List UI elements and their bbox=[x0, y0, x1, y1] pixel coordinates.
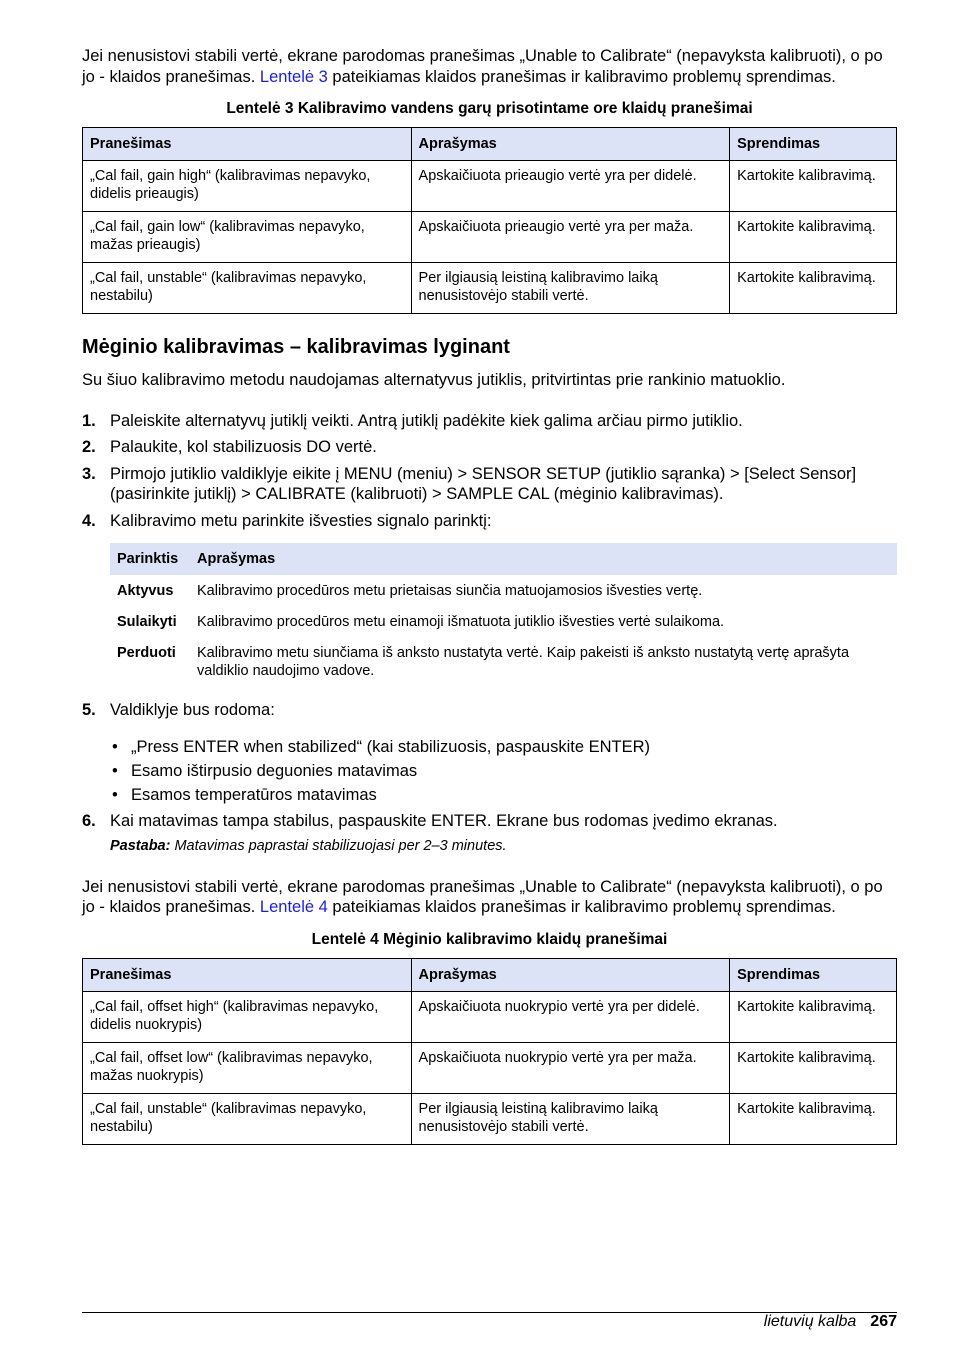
bullet-glyph: • bbox=[112, 761, 118, 780]
option-key: Aktyvus bbox=[117, 583, 174, 599]
bullet-list bbox=[82, 735, 897, 807]
intro-text: Jei nenusistovi stabili vertė, ekrane parodomas pranešimas „Unable to Calibrate“ (nepavyksta kalibruoti), o po jo - klaidos pranešimas. bbox=[82, 877, 883, 916]
table-row bbox=[83, 1093, 897, 1144]
bullet-text: Esamo ištirpusio deguonies matavimas bbox=[131, 761, 418, 780]
note-text: Matavimas paprastai stabilizuojasi per 2–3 minutes. bbox=[170, 838, 507, 854]
table-cell: Apskaičiuota nuokrypio vertė yra per maža. bbox=[411, 1042, 730, 1093]
step-text: Kalibravimo metu parinkite išvesties signalo parinktį: bbox=[110, 511, 492, 530]
column-header: Sprendimas bbox=[730, 958, 897, 991]
table-row bbox=[83, 991, 897, 1042]
column-header: Parinktis bbox=[110, 543, 190, 575]
table-cell: „Cal fail, offset high“ (kalibravimas nepavyko, didelis nuokrypis) bbox=[83, 991, 412, 1042]
note bbox=[110, 836, 897, 857]
table3-caption: Lentelė 3 Kalibravimo vandens garų prisotintame ore klaidų pranešimai bbox=[226, 100, 753, 117]
table-cell: Apskaičiuota nuokrypio vertė yra per didelė. bbox=[411, 991, 730, 1042]
table3 bbox=[82, 127, 897, 314]
section-heading: Mėginio kalibravimas – kalibravimas lyginant bbox=[82, 336, 510, 358]
options-row bbox=[110, 575, 897, 606]
step-number: 1. bbox=[82, 411, 96, 430]
table-cell: „Cal fail, gain low“ (kalibravimas nepavyko, mažas prieaugis) bbox=[83, 212, 412, 263]
step-item bbox=[82, 811, 897, 857]
option-key: Perduoti bbox=[117, 645, 176, 661]
steps-list bbox=[82, 411, 897, 721]
table-cell: Kartokite kalibravimą. bbox=[730, 991, 897, 1042]
table-cell: Per ilgiausią leistiną kalibravimo laiką nenusistovėjo stabili vertė. bbox=[411, 1093, 730, 1144]
table-row bbox=[83, 1042, 897, 1093]
option-desc: Kalibravimo procedūros metu einamoji išmatuota jutiklio išvesties vertė sulaikoma. bbox=[197, 614, 725, 630]
table-cell: Kartokite kalibravimą. bbox=[730, 1042, 897, 1093]
step-item bbox=[82, 700, 897, 721]
step-item bbox=[82, 464, 897, 505]
step-number: 6. bbox=[82, 811, 96, 830]
table-cell: Kartokite kalibravimą. bbox=[730, 263, 897, 314]
table4 bbox=[82, 958, 897, 1145]
page-footer bbox=[764, 1312, 897, 1331]
table-cell: Per ilgiausią leistiną kalibravimo laiką nenusistovėjo stabili vertė. bbox=[411, 263, 730, 314]
column-header: Pranešimas bbox=[83, 958, 412, 991]
bullet-item bbox=[82, 759, 897, 783]
document-page bbox=[82, 46, 897, 1145]
table-cell: „Cal fail, unstable“ (kalibravimas nepavyko, nestabilu) bbox=[83, 263, 412, 314]
section-intro: Su šiuo kalibravimo metodu naudojamas alternatyvus jutiklis, pritvirtintas prie rankinio matuoklio. bbox=[82, 371, 786, 389]
intro-text: Jei nenusistovi stabili vertė, ekrane parodomas pranešimas „Unable to Calibrate“ (nepavyksta kalibruoti), o po jo - klaidos pranešimas. bbox=[82, 47, 883, 86]
table4-caption: Lentelė 4 Mėginio kalibravimo klaidų pranešimai bbox=[311, 930, 668, 948]
table-cell: Kartokite kalibravimą. bbox=[730, 212, 897, 263]
options-header-row bbox=[110, 543, 897, 575]
table4-link[interactable]: Lentelė 4 bbox=[259, 898, 328, 916]
step-number: 5. bbox=[82, 701, 96, 719]
step-number: 3. bbox=[82, 464, 96, 483]
step-number: 2. bbox=[82, 438, 96, 456]
options-row bbox=[110, 637, 897, 686]
steps-list-continued bbox=[82, 811, 897, 857]
page-number: 267 bbox=[870, 1313, 897, 1330]
intro-paragraph-2 bbox=[82, 877, 897, 918]
step-text: Pirmojo jutiklio valdiklyje eikite į MENU (meniu) > SENSOR SETUP (jutiklio sąranka) > [Select Sensor] (pasirinkite jutiklį) > CALIBRATE (kalibruoti) > SAMPLE CAL (mėginio kalibravimas). bbox=[110, 464, 857, 503]
options-table bbox=[110, 543, 897, 686]
option-key: Sulaikyti bbox=[117, 614, 177, 630]
table-row bbox=[83, 161, 897, 212]
table3-link[interactable]: Lentelė 3 bbox=[259, 67, 328, 86]
table-row bbox=[83, 263, 897, 314]
table-cell: Kartokite kalibravimą. bbox=[730, 1093, 897, 1144]
intro-text-end: pateikiamas klaidos pranešimas ir kalibravimo problemų sprendimas. bbox=[327, 67, 836, 86]
note-label: Pastaba: bbox=[110, 838, 171, 854]
step-item bbox=[82, 511, 897, 687]
column-header: Sprendimas bbox=[730, 128, 897, 161]
option-desc: Kalibravimo metu siunčiama iš anksto nustatyta vertė. Kaip pakeisti iš anksto nustatytą vertę aprašyta valdiklio naudojimo vadove. bbox=[197, 645, 850, 679]
table-cell: Apskaičiuota prieaugio vertė yra per didelė. bbox=[411, 161, 730, 212]
bullet-glyph: • bbox=[112, 785, 118, 804]
column-header: Pranešimas bbox=[83, 128, 412, 161]
step-item bbox=[82, 411, 897, 432]
table-cell: Kartokite kalibravimą. bbox=[730, 161, 897, 212]
bullet-glyph: • bbox=[112, 737, 118, 756]
bullet-item bbox=[82, 783, 897, 807]
table-cell: „Cal fail, offset low“ (kalibravimas nepavyko, mažas nuokrypis) bbox=[83, 1042, 412, 1093]
bullet-text: „Press ENTER when stabilized“ (kai stabilizuosis, paspauskite ENTER) bbox=[131, 737, 651, 756]
table-row bbox=[83, 212, 897, 263]
column-header: Aprašymas bbox=[190, 543, 897, 575]
table-header-row bbox=[83, 958, 897, 991]
table-header-row bbox=[83, 128, 897, 161]
table-cell: „Cal fail, gain high“ (kalibravimas nepavyko, didelis prieaugis) bbox=[83, 161, 412, 212]
step-number: 4. bbox=[82, 511, 96, 530]
option-desc: Kalibravimo procedūros metu prietaisas siunčia matuojamosios išvesties vertę. bbox=[197, 583, 703, 599]
intro-paragraph-1 bbox=[82, 46, 897, 87]
options-row bbox=[110, 606, 897, 637]
step-text: Kai matavimas tampa stabilus, paspauskite ENTER. Ekrane bus rodomas įvedimo ekranas. bbox=[110, 811, 778, 830]
bullet-text: Esamos temperatūros matavimas bbox=[131, 785, 377, 804]
step-item bbox=[82, 437, 897, 458]
table-cell: „Cal fail, unstable“ (kalibravimas nepavyko, nestabilu) bbox=[83, 1093, 412, 1144]
bullet-item bbox=[82, 735, 897, 759]
step-text: Paleiskite alternatyvų jutiklį veikti. Antrą jutiklį padėkite kiek galima arčiau pirmo jutiklio. bbox=[110, 411, 743, 430]
step-text: Valdiklyje bus rodoma: bbox=[110, 701, 275, 719]
table-cell: Apskaičiuota prieaugio vertė yra per maža. bbox=[411, 212, 730, 263]
intro-text-end: pateikiamas klaidos pranešimas ir kalibravimo problemų sprendimas. bbox=[327, 898, 836, 916]
footer-language: lietuvių kalba bbox=[763, 1313, 857, 1330]
step-text: Palaukite, kol stabilizuosis DO vertė. bbox=[110, 438, 377, 456]
column-header: Aprašymas bbox=[411, 958, 730, 991]
column-header: Aprašymas bbox=[411, 128, 730, 161]
